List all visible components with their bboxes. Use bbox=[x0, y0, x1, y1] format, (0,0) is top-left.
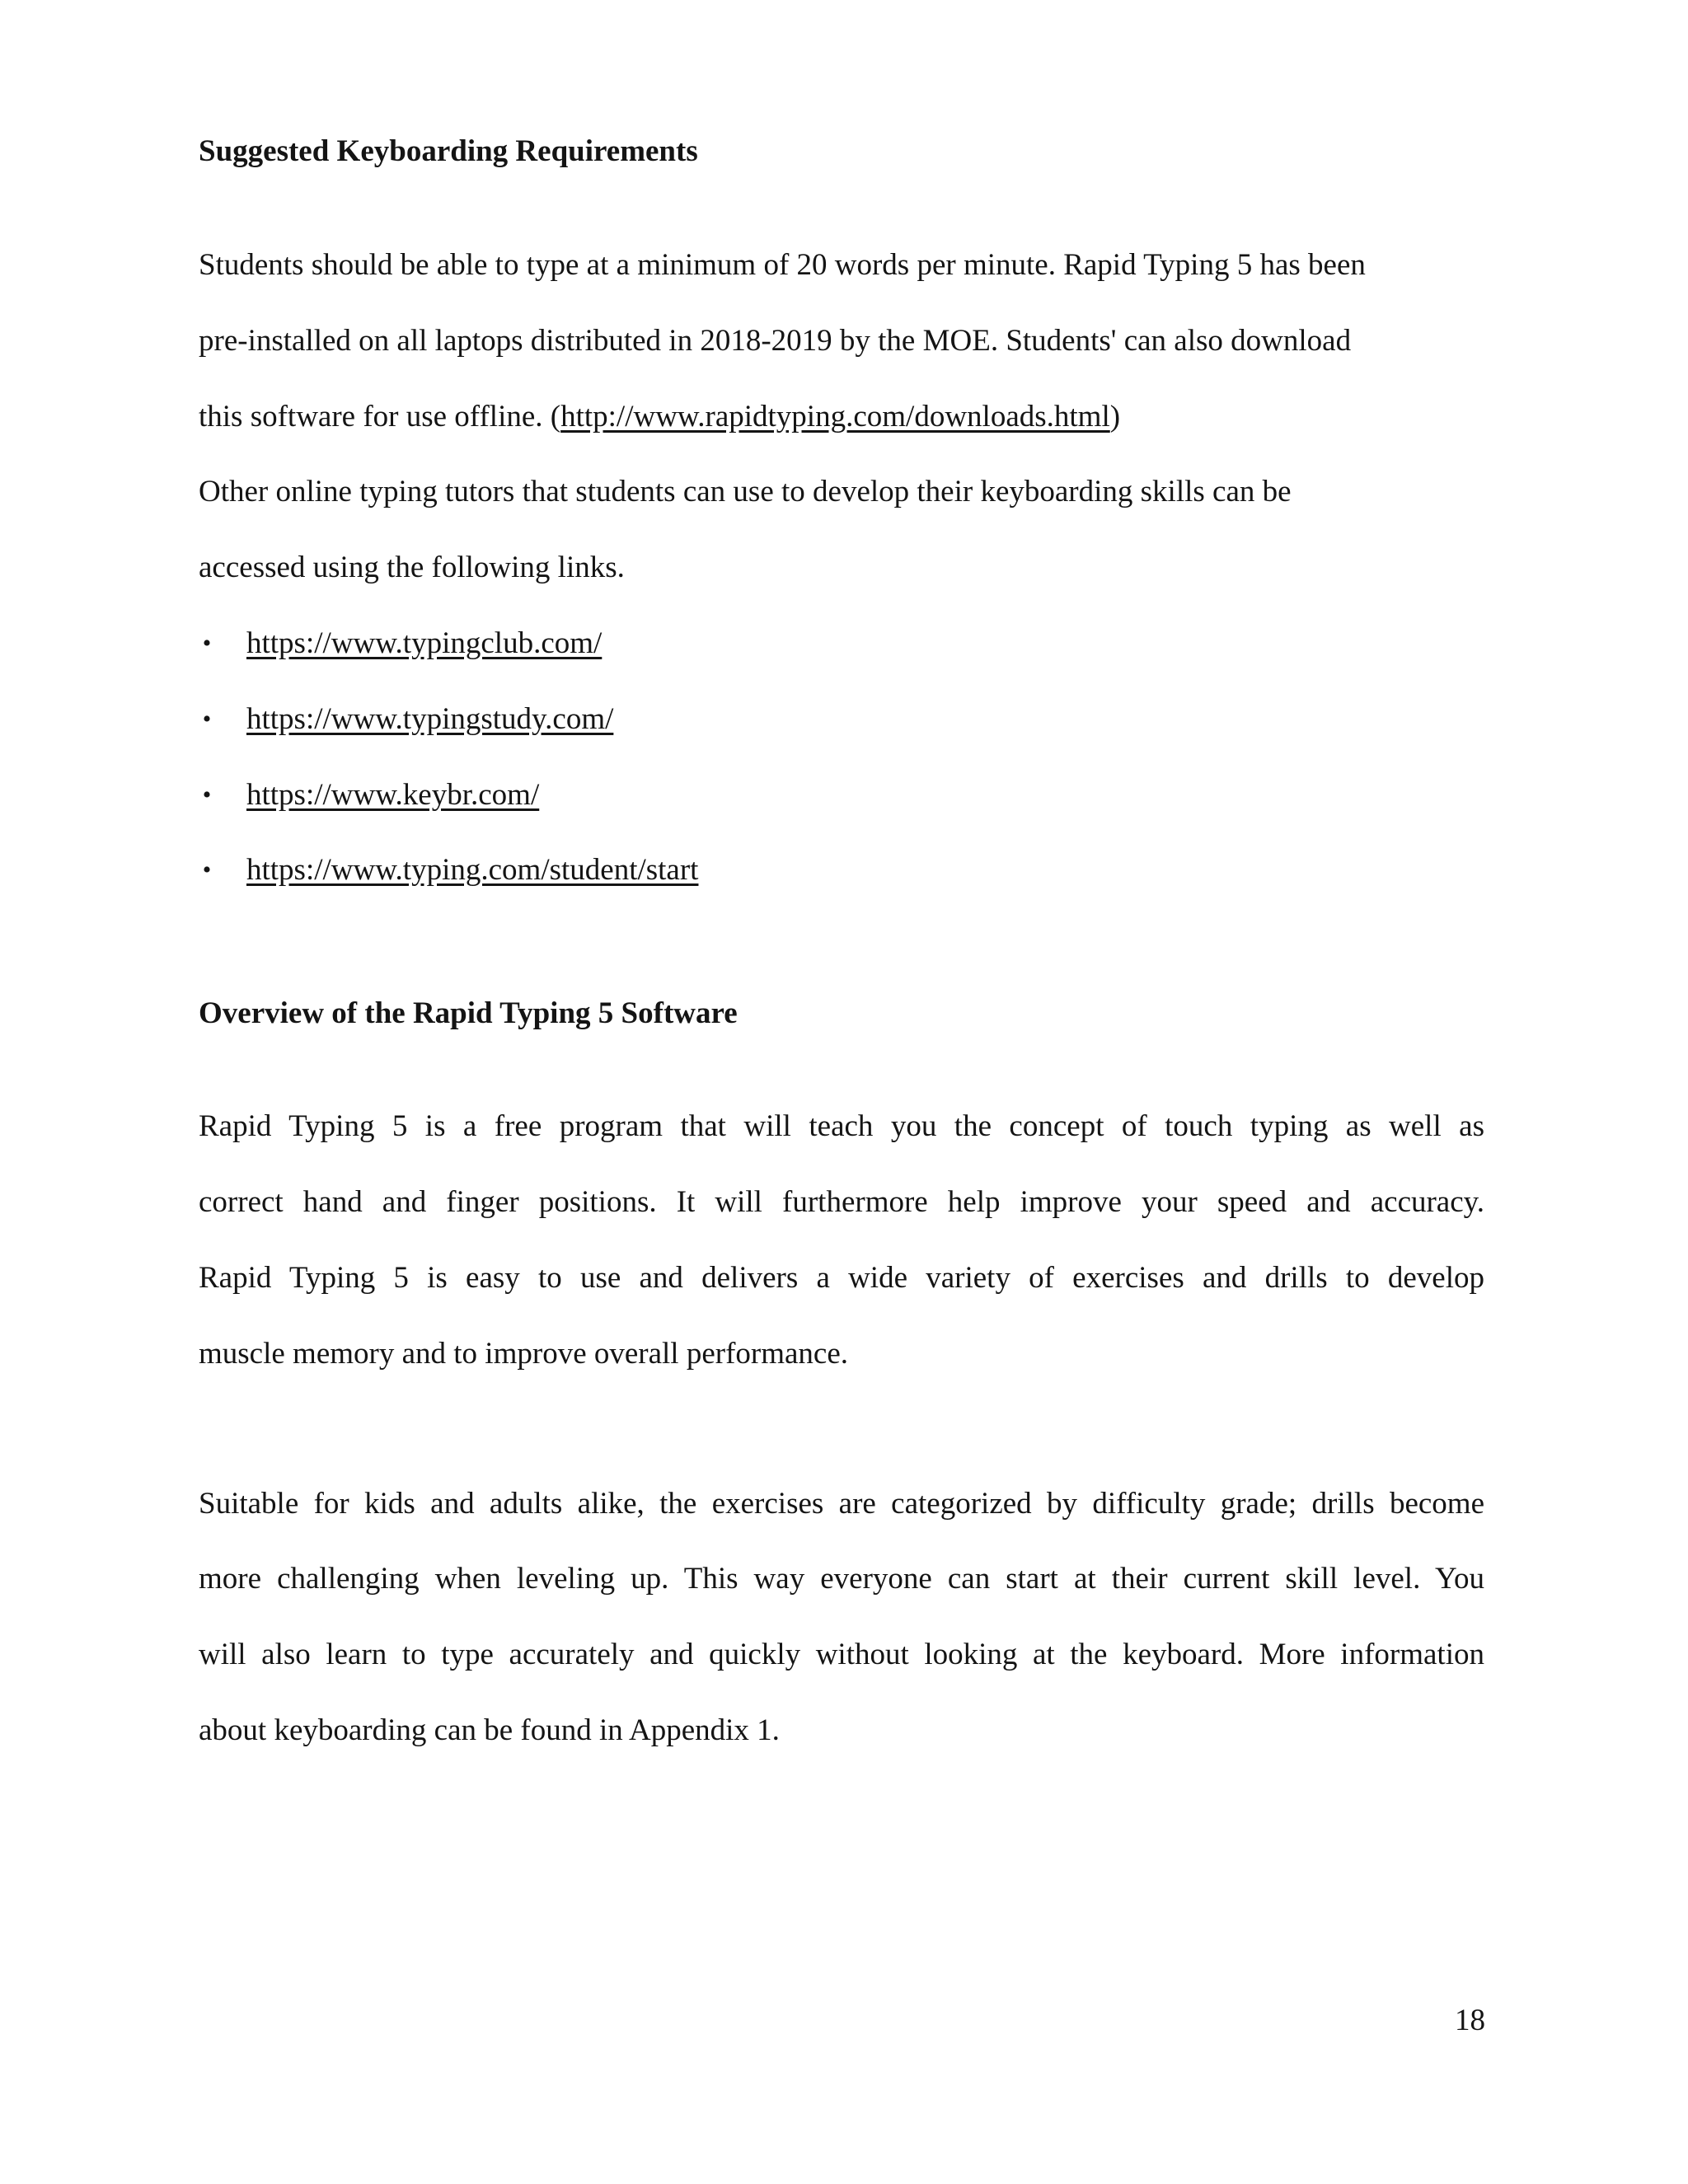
bullet-icon: • bbox=[202, 781, 212, 808]
bullet-icon: • bbox=[202, 630, 212, 657]
section-heading-rapid-typing-overview: Overview of the Rapid Typing 5 Software bbox=[199, 996, 738, 1030]
rapidtyping-download-link[interactable]: http://www.rapidtyping.com/downloads.html bbox=[560, 400, 1110, 434]
paragraph-line: accessed using the following links. bbox=[199, 551, 625, 584]
page-number: 18 bbox=[1455, 2004, 1485, 2037]
bullet-icon: • bbox=[202, 856, 212, 883]
paragraph-line: Rapid Typing 5 is easy to use and delivers a wide variety of exercises and drills to develop bbox=[199, 1261, 1484, 1295]
paragraph-line: will also learn to type accurately and quickly without looking at the keyboard. More information bbox=[199, 1638, 1484, 1671]
paragraph-text: this software for use offline. ( bbox=[199, 400, 561, 434]
keybr-link[interactable]: https://www.keybr.com/ bbox=[246, 778, 540, 812]
paragraph-line: Suitable for kids and adults alike, the exercises are categorized by difficulty grade; drills become bbox=[199, 1487, 1484, 1521]
paragraph-line: Other online typing tutors that students can use to develop their keyboarding skills can be bbox=[199, 475, 1292, 509]
paragraph-line: muscle memory and to improve overall performance. bbox=[199, 1337, 849, 1371]
section-heading-keyboarding-requirements: Suggested Keyboarding Requirements bbox=[199, 134, 698, 168]
paragraph-line-with-link bbox=[199, 397, 1120, 437]
paragraph-line: Students should be able to type at a minimum of 20 words per minute. Rapid Typing 5 has been bbox=[199, 248, 1366, 282]
paragraph-line: about keyboarding can be found in Appendix 1. bbox=[199, 1713, 780, 1747]
paragraph-line: more challenging when leveling up. This way everyone can start at their current skill level. You bbox=[199, 1562, 1484, 1596]
typingstudy-link[interactable]: https://www.typingstudy.com/ bbox=[246, 702, 614, 736]
paragraph-line: correct hand and finger positions. It will furthermore help improve your speed and accuracy. bbox=[199, 1185, 1484, 1219]
paragraph-text: ) bbox=[1109, 400, 1121, 434]
bullet-icon: • bbox=[202, 705, 212, 733]
paragraph-line: pre-installed on all laptops distributed in 2018-2019 by the MOE. Students' can also download bbox=[199, 324, 1352, 358]
typing-com-link[interactable]: https://www.typing.com/student/start bbox=[246, 853, 699, 887]
typingclub-link[interactable]: https://www.typingclub.com/ bbox=[246, 626, 603, 660]
paragraph-line: Rapid Typing 5 is a free program that will teach you the concept of touch typing as well as bbox=[199, 1109, 1484, 1143]
